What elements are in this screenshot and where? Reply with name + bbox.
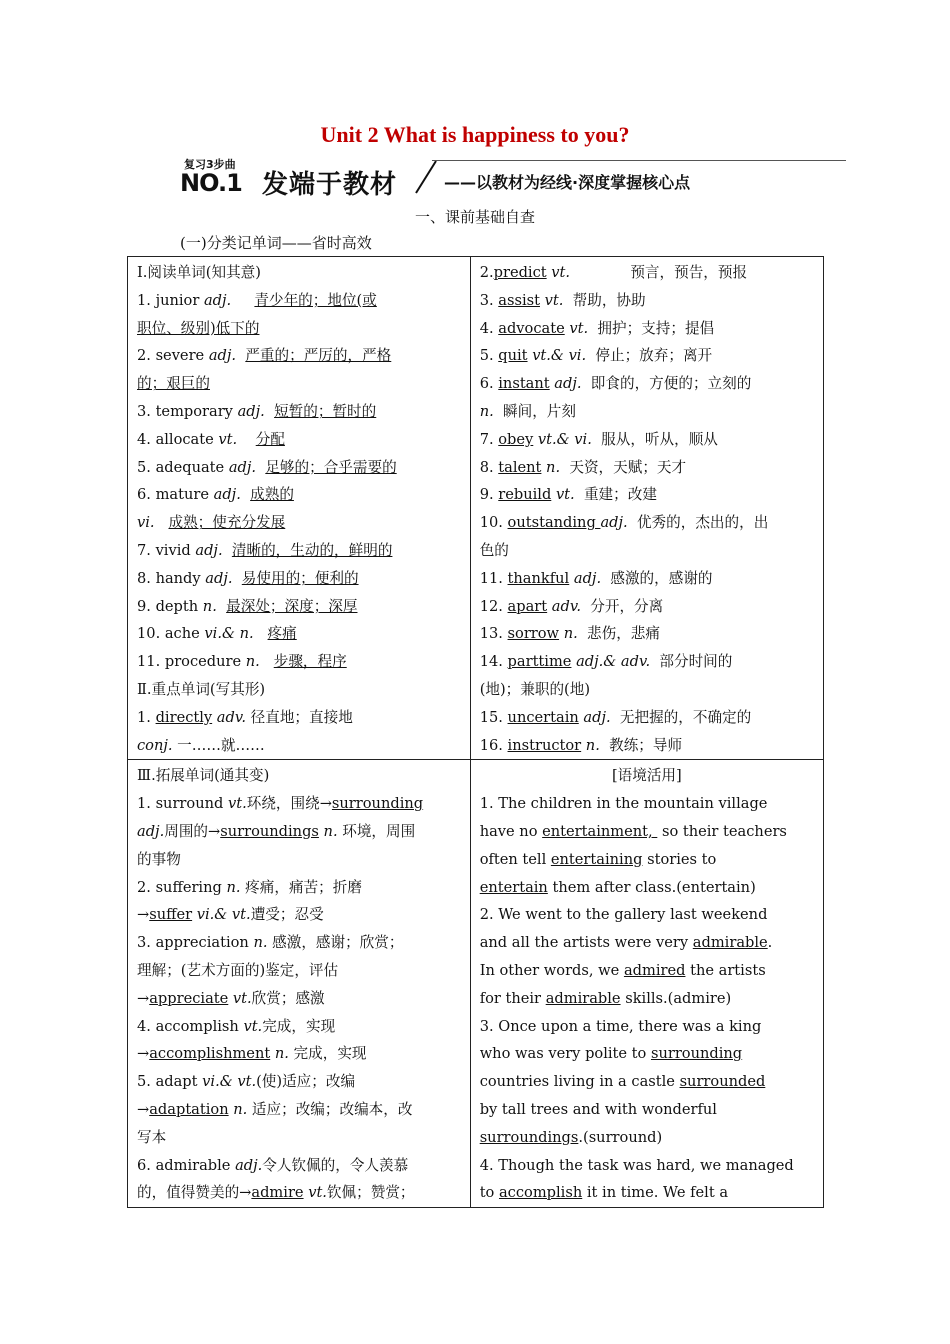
reading-words-cell bbox=[128, 257, 471, 760]
page-title: Unit 2 What is happiness to you? bbox=[320, 122, 630, 147]
exercise-line: for their admirable skills.(admire) bbox=[479, 989, 732, 1007]
banner-number: NO.1 bbox=[180, 169, 242, 197]
word-entry: 理解；(艺术方面的)鉴定，评估 bbox=[137, 961, 339, 979]
vocabulary-table bbox=[127, 256, 824, 1208]
word-entry: 7. obey vt.& vi. 服从，听从，顺从 bbox=[479, 430, 718, 448]
word-entry: 2.predict vt. 预言，预告，预报 bbox=[479, 264, 748, 281]
word-entry: 9. depth n. 最深处；深度；深厚 bbox=[137, 597, 358, 615]
exercise-line: often tell entertaining stories to bbox=[479, 850, 717, 868]
category-heading: Ⅲ.拓展单词(通其变) bbox=[137, 767, 270, 785]
word-entry: 的，值得赞美的→admire vt.钦佩；赞赏； bbox=[137, 1184, 415, 1202]
word-entry: 色的 bbox=[479, 541, 509, 559]
word-entry: 13. sorrow n. 悲伤，悲痛 bbox=[479, 625, 660, 643]
word-entry: 2. suffering n. 疼痛，痛苦；折磨 bbox=[137, 878, 362, 896]
table-row bbox=[128, 257, 824, 760]
word-entry: 2. severe adj. 严重的；严厉的，严格 bbox=[137, 347, 392, 365]
exercise-line: 4. Though the task was hard, we managed bbox=[479, 1156, 794, 1174]
banner-heading: 发端于教材 bbox=[262, 170, 398, 200]
word-entry: 7. vivid adj. 清晰的，生动的，鲜明的 bbox=[137, 541, 393, 559]
exercise-line: surroundings.(surround) bbox=[479, 1128, 663, 1146]
word-entry: 5. quit vt.& vi. 停止；放弃；离开 bbox=[479, 347, 713, 365]
word-entry: 3. temporary adj. 短暂的；暂时的 bbox=[137, 402, 377, 420]
banner-rule bbox=[432, 160, 846, 161]
word-entry: 1. surround vt.环绕，围绕→surrounding bbox=[137, 795, 424, 813]
word-entry: 5. adequate adj. 足够的；合乎需要的 bbox=[137, 458, 397, 476]
word-entry: 10. ache vi.& n. 疼痛 bbox=[137, 625, 297, 643]
word-entry: →adaptation n. 适应；改编；改编本，改 bbox=[137, 1100, 413, 1118]
word-entry: 4. allocate vt. 分配 bbox=[137, 430, 285, 448]
word-entry: 6. instant adj. 即食的，方便的；立刻的 bbox=[479, 375, 752, 393]
category-heading: Ⅰ.阅读单词(知其意) bbox=[137, 264, 261, 281]
word-entry: 12. apart adv. 分开，分离 bbox=[479, 597, 664, 615]
category-heading: [语境活用] bbox=[611, 767, 682, 785]
key-words-cell bbox=[470, 257, 823, 760]
word-entry: 4. accomplish vt.完成，实现 bbox=[137, 1017, 336, 1035]
exercise-line: who was very polite to surrounding bbox=[479, 1045, 743, 1063]
word-entry: →appreciate vt.欣赏；感激 bbox=[137, 989, 325, 1007]
word-entry: 10. outstanding adj. 优秀的，杰出的，出 bbox=[479, 514, 769, 532]
word-entry: 5. adapt vi.& vt.(使)适应；改编 bbox=[137, 1073, 356, 1091]
word-entry: 1. directly adv. 径直地；直接地 bbox=[137, 708, 353, 726]
exercise-line: to accomplish it in time. We felt a bbox=[479, 1184, 729, 1202]
exercise-line: countries living in a castle surrounded bbox=[479, 1073, 766, 1091]
word-entry: 的；艰巨的 bbox=[137, 375, 210, 393]
section-banner bbox=[178, 156, 846, 200]
word-entry: 16. instructor n. 教练；导师 bbox=[479, 736, 683, 754]
word-entry: 9. rebuild vt. 重建；改建 bbox=[479, 486, 657, 504]
exercise-line: and all the artists were very admirable. bbox=[479, 934, 773, 952]
word-entry: 4. advocate vt. 拥护；支持；提倡 bbox=[479, 319, 715, 337]
word-entry: 3. appreciation n. 感激，感谢；欣赏； bbox=[137, 934, 404, 952]
word-entry: →suffer vi.& vt.遭受；忍受 bbox=[137, 906, 324, 924]
exercise-line: 1. The children in the mountain village bbox=[479, 795, 768, 813]
word-entry: 8. talent n. 天资，天赋；天才 bbox=[479, 458, 687, 476]
word-entry: →accomplishment n. 完成，实现 bbox=[137, 1045, 367, 1063]
word-entry: n. 瞬间，片刻 bbox=[479, 402, 576, 420]
exercise-line: by tall trees and with wonderful bbox=[479, 1100, 717, 1118]
extended-words-cell bbox=[128, 760, 471, 1208]
word-entry: 6. mature adj. 成熟的 bbox=[137, 486, 294, 504]
word-entry: 15. uncertain adj. 无把握的，不确定的 bbox=[479, 708, 752, 726]
word-entry: 6. admirable adj.令人钦佩的，令人羡慕 bbox=[137, 1156, 409, 1174]
word-entry: 11. thankful adj. 感激的，感谢的 bbox=[479, 569, 713, 587]
exercise-line: have no entertainment, so their teachers bbox=[479, 822, 787, 840]
category-heading: Ⅱ.重点单词(写其形) bbox=[137, 680, 266, 698]
word-entry: conj. 一……就…… bbox=[137, 736, 265, 754]
exercise-line: entertain them after class.(entertain) bbox=[479, 878, 756, 896]
word-entry: 11. procedure n. 步骤，程序 bbox=[137, 653, 347, 671]
slash-divider-icon bbox=[414, 160, 438, 194]
word-entry: 3. assist vt. 帮助，协助 bbox=[479, 291, 646, 309]
exercise-line: In other words, we admired the artists bbox=[479, 961, 766, 979]
word-entry: 的事物 bbox=[137, 850, 181, 868]
word-entry: 8. handy adj. 易使用的；便利的 bbox=[137, 569, 359, 587]
word-entry: 写本 bbox=[137, 1128, 167, 1146]
table-row bbox=[128, 760, 824, 1208]
context-usage-cell bbox=[470, 760, 823, 1208]
subsection-heading: (一)分类记单词——省时高效 bbox=[180, 234, 372, 252]
word-entry: 1. junior adj. 青少年的；地位(或 bbox=[137, 291, 377, 309]
exercise-line: 3. Once upon a time, there was a king bbox=[479, 1017, 762, 1035]
section-heading: 一、课前基础自查 bbox=[414, 208, 535, 226]
word-entry: 职位、级别)低下的 bbox=[137, 319, 260, 337]
word-entry: 14. parttime adj.& adv. 部分时间的 bbox=[479, 653, 733, 671]
exercise-line: 2. We went to the gallery last weekend bbox=[479, 906, 768, 924]
banner-steps: 复习3步曲 bbox=[184, 158, 236, 171]
word-entry: adj.周围的→surroundings n. 环境，周围 bbox=[137, 822, 416, 840]
banner-subtitle: ——以教材为经线·深度掌握核心点 bbox=[444, 173, 691, 192]
word-entry: (地)；兼职的(地) bbox=[479, 680, 591, 698]
word-entry: vi. 成熟；使充分发展 bbox=[137, 514, 286, 532]
